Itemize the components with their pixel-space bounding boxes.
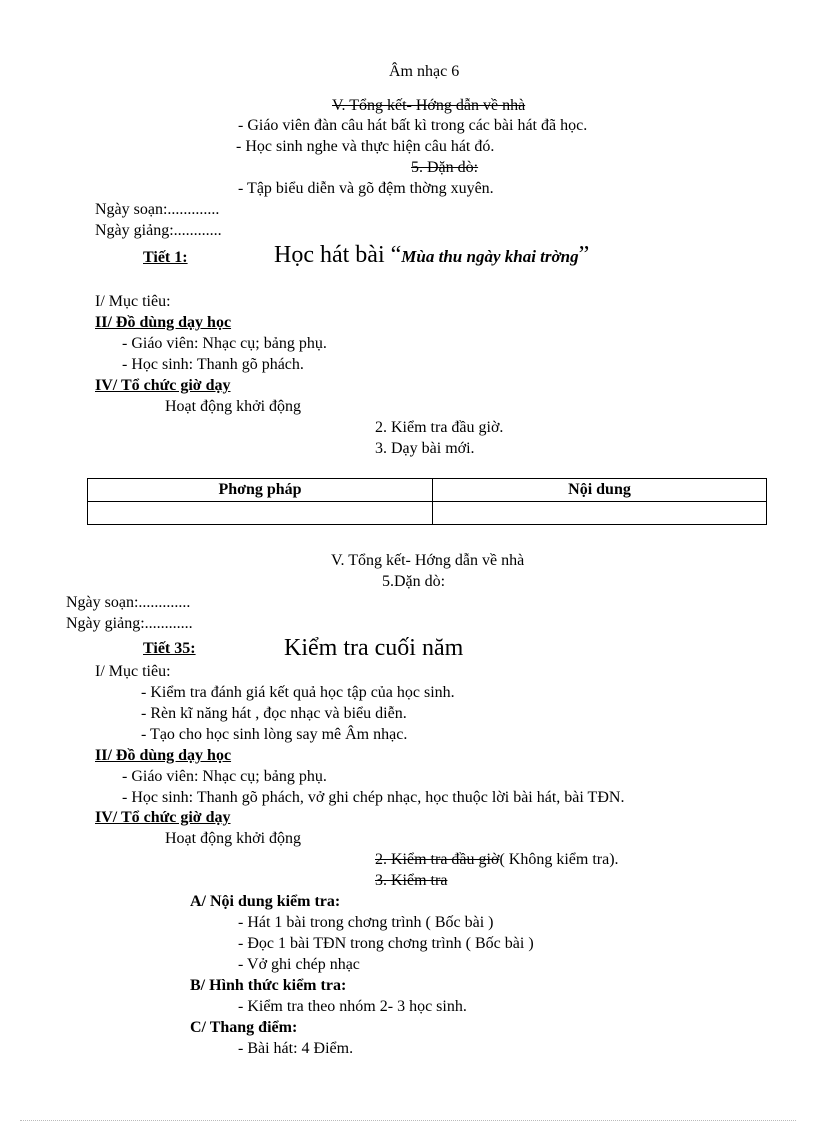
lesson1-title [274, 243, 589, 267]
lesson35-material-2: - Học sinh: Thanh gõ phách, vở ghi chép nhạc, học thuộc lời bài hát, bài TĐN. [122, 789, 625, 806]
lesson1-song-title: Mùa thu ngày khai trờng [401, 247, 579, 266]
lesson35-test: 3. Kiểm tra [375, 872, 448, 889]
lesson1-summary-heading: V. Tổng kết- Hớng dẫn về nhà [331, 552, 525, 569]
page-header: Âm nhạc 6 [389, 63, 460, 80]
homework-heading: 5. Dặn dò: [411, 159, 479, 176]
lesson35-objective: I/ Mục tiêu: [95, 663, 171, 680]
lesson1-number: Tiết 1: [143, 249, 188, 266]
page-bottom-divider [20, 1120, 796, 1121]
lesson1-materials-heading: II/ Đồ dùng dạy học [95, 314, 232, 331]
lesson35-organization-heading: IV/ Tổ chức giờ dạy [95, 809, 231, 826]
lesson35-objective-3: - Tạo cho học sinh lòng say mê Âm nhạc. [141, 726, 408, 743]
lesson35-objective-1: - Kiểm tra đánh giá kết quả học tập của học sinh. [141, 684, 455, 701]
table-header-row [88, 479, 767, 502]
summary-line-1: - Giáo viên đàn câu hát bất kì trong các bài hát đã học. [238, 117, 588, 134]
lesson1-title-prefix: Học hát bài “ [274, 242, 402, 268]
table-header-method: Phơng pháp [88, 479, 433, 502]
lesson35-check [375, 852, 619, 868]
homework-line: - Tập biểu diễn và gõ đệm thờng xuyên. [238, 180, 494, 197]
lesson1-date-taught: Ngày giảng:............ [95, 222, 222, 239]
lesson1-material-2: - Học sinh: Thanh gõ phách. [122, 356, 304, 373]
table-cell-method [88, 502, 433, 525]
methods-table [87, 478, 767, 525]
lesson1-homework-heading: 5.Dặn dò: [382, 573, 446, 590]
lesson1-objective: I/ Mục tiêu: [95, 293, 171, 310]
lesson35-material-1: - Giáo viên: Nhạc cụ; bảng phụ. [122, 768, 327, 785]
format-item: - Kiểm tra theo nhóm 2- 3 học sinh. [238, 998, 467, 1015]
lesson1-check: 2. Kiểm tra đầu giờ. [375, 419, 504, 436]
lesson35-date-taught: Ngày giảng:............ [66, 615, 193, 632]
lesson35-warmup: Hoạt động khởi động [165, 830, 302, 847]
format-heading: B/ Hình thức kiểm tra: [190, 977, 347, 994]
table-row [88, 502, 767, 525]
lesson1-material-1: - Giáo viên: Nhạc cụ; bảng phụ. [122, 335, 327, 352]
lesson35-date-prepared: Ngày soạn:............. [66, 594, 191, 611]
scale-heading: C/ Thang điểm: [190, 1019, 298, 1036]
table-cell-content [433, 502, 767, 525]
lesson35-number: Tiết 35: [143, 640, 196, 657]
lesson35-materials-heading: II/ Đồ dùng dạy học [95, 747, 232, 764]
lesson1-date-prepared: Ngày soạn:............. [95, 201, 220, 218]
lesson1-organization-heading: IV/ Tổ chức giờ dạy [95, 377, 231, 394]
content-item-2: - Đọc 1 bài TĐN trong chơng trình ( Bốc bài ) [238, 935, 534, 952]
lesson1-title-suffix: ” [578, 242, 590, 268]
content-item-1: - Hát 1 bài trong chơng trình ( Bốc bài ) [238, 914, 494, 931]
scale-item: - Bài hát: 4 Điểm. [238, 1040, 354, 1057]
content-item-3: - Vở ghi chép nhạc [238, 956, 360, 973]
lesson35-title: Kiểm tra cuối năm [284, 635, 464, 661]
lesson35-check-struck: 2. Kiểm tra đầu giờ [375, 851, 500, 868]
table-header-content: Nội dung [433, 479, 767, 502]
summary-heading: V. Tổng kết- Hớng dẫn về nhà [332, 97, 526, 114]
lesson35-check-rest: ( Không kiểm tra). [499, 851, 619, 868]
lesson35-objective-2: - Rèn kĩ năng hát , đọc nhạc và biểu diễn. [141, 705, 407, 722]
lesson1-warmup: Hoạt động khởi động [165, 398, 302, 415]
lesson1-new-lesson: 3. Dạy bài mới. [375, 440, 475, 457]
content-heading: A/ Nội dung kiểm tra: [190, 893, 341, 910]
summary-line-2: - Học sinh nghe và thực hiện câu hát đó. [236, 138, 495, 155]
